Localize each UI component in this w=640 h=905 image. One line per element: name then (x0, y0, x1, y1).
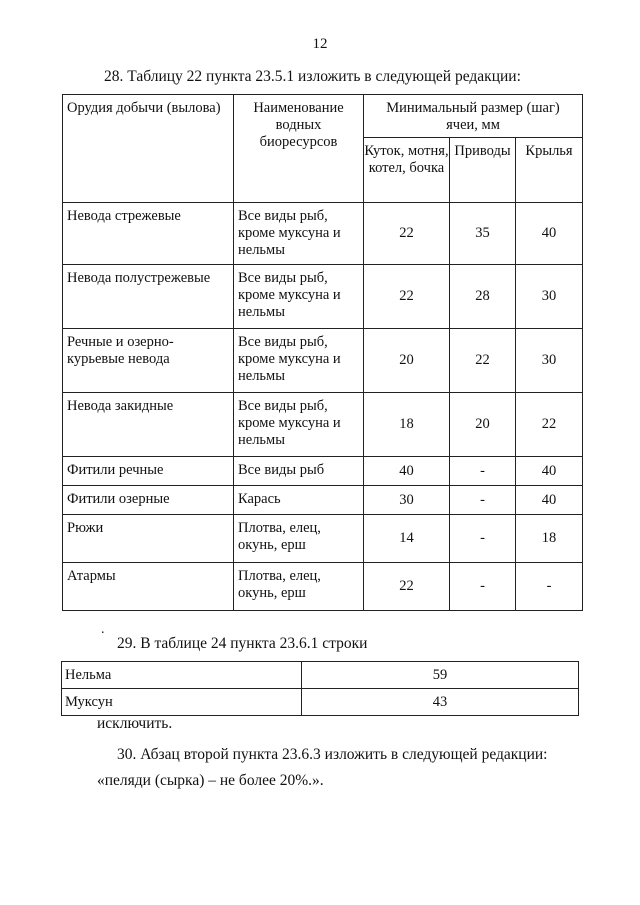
row-kutok: 14 (364, 515, 450, 563)
row-species: Плотва, елец, окунь, ерш (234, 563, 364, 611)
table-row (63, 329, 583, 393)
row-krylya: 18 (516, 515, 583, 563)
table-22 (62, 94, 583, 611)
row-species: Все виды рыб, кроме муксуна и нельмы (234, 265, 364, 329)
row-value: 59 (302, 662, 579, 689)
row-species: Все виды рыб, кроме муксуна и нельмы (234, 393, 364, 457)
row-gear: Речные и озерно-курьевые невода (63, 329, 234, 393)
header-privody: Приводы (450, 138, 516, 203)
row-krylya: 40 (516, 486, 583, 515)
row-gear: Фитили озерные (63, 486, 234, 515)
item-29-heading: 29. В таблице 24 пункта 23.6.1 строки (117, 635, 368, 652)
row-privody: - (450, 457, 516, 486)
exclude-text: исключить. (97, 715, 173, 732)
row-name: Муксун (62, 689, 302, 716)
row-kutok: 40 (364, 457, 450, 486)
row-privody: - (450, 563, 516, 611)
stray-mark: . (101, 622, 105, 637)
page-number: 12 (312, 36, 328, 52)
row-species: Все виды рыб, кроме муксуна и нельмы (234, 329, 364, 393)
table-row (63, 457, 583, 486)
header-gear: Орудия добычи (вылова) (63, 95, 234, 203)
row-species: Плотва, елец, окунь, ерш (234, 515, 364, 563)
row-value: 43 (302, 689, 579, 716)
table-row (63, 265, 583, 329)
row-krylya: 30 (516, 265, 583, 329)
row-krylya: 30 (516, 329, 583, 393)
row-krylya: 22 (516, 393, 583, 457)
row-privody: 28 (450, 265, 516, 329)
row-krylya: - (516, 563, 583, 611)
row-kutok: 22 (364, 265, 450, 329)
table-24-rows (61, 661, 579, 716)
row-privody: 35 (450, 203, 516, 265)
row-privody: - (450, 486, 516, 515)
row-gear: Атармы (63, 563, 234, 611)
header-kutok: Куток, мотня, котел, бочка (364, 138, 450, 203)
item-30-heading: 30. Абзац второй пункта 23.6.3 изложить в следующей редакции: (117, 746, 548, 763)
table-row (63, 486, 583, 515)
item-28-heading: 28. Таблицу 22 пункта 23.5.1 изложить в следующей редакции: (104, 68, 521, 85)
table-row (63, 393, 583, 457)
row-privody: - (450, 515, 516, 563)
row-species: Все виды рыб (234, 457, 364, 486)
row-species: Карась (234, 486, 364, 515)
row-name: Нельма (62, 662, 302, 689)
row-privody: 20 (450, 393, 516, 457)
row-privody: 22 (450, 329, 516, 393)
row-kutok: 30 (364, 486, 450, 515)
row-kutok: 22 (364, 563, 450, 611)
row-gear: Невода полустрежевые (63, 265, 234, 329)
header-mesh-size: Минимальный размер (шаг) ячеи, мм (364, 95, 583, 138)
row-kutok: 22 (364, 203, 450, 265)
table-row (63, 563, 583, 611)
row-kutok: 20 (364, 329, 450, 393)
header-krylya: Крылья (516, 138, 583, 203)
row-gear: Невода закидные (63, 393, 234, 457)
table-row (63, 515, 583, 563)
row-species: Все виды рыб, кроме муксуна и нельмы (234, 203, 364, 265)
row-gear: Невода стрежевые (63, 203, 234, 265)
row-gear: Фитили речные (63, 457, 234, 486)
row-krylya: 40 (516, 203, 583, 265)
row-krylya: 40 (516, 457, 583, 486)
table-row (62, 662, 579, 689)
table-row (62, 689, 579, 716)
item-30-quote: «пеляди (сырка) – не более 20%.». (97, 772, 324, 789)
table-row (63, 203, 583, 265)
header-species: Наименование водных биоресурсов (234, 95, 364, 203)
row-gear: Рюжи (63, 515, 234, 563)
row-kutok: 18 (364, 393, 450, 457)
